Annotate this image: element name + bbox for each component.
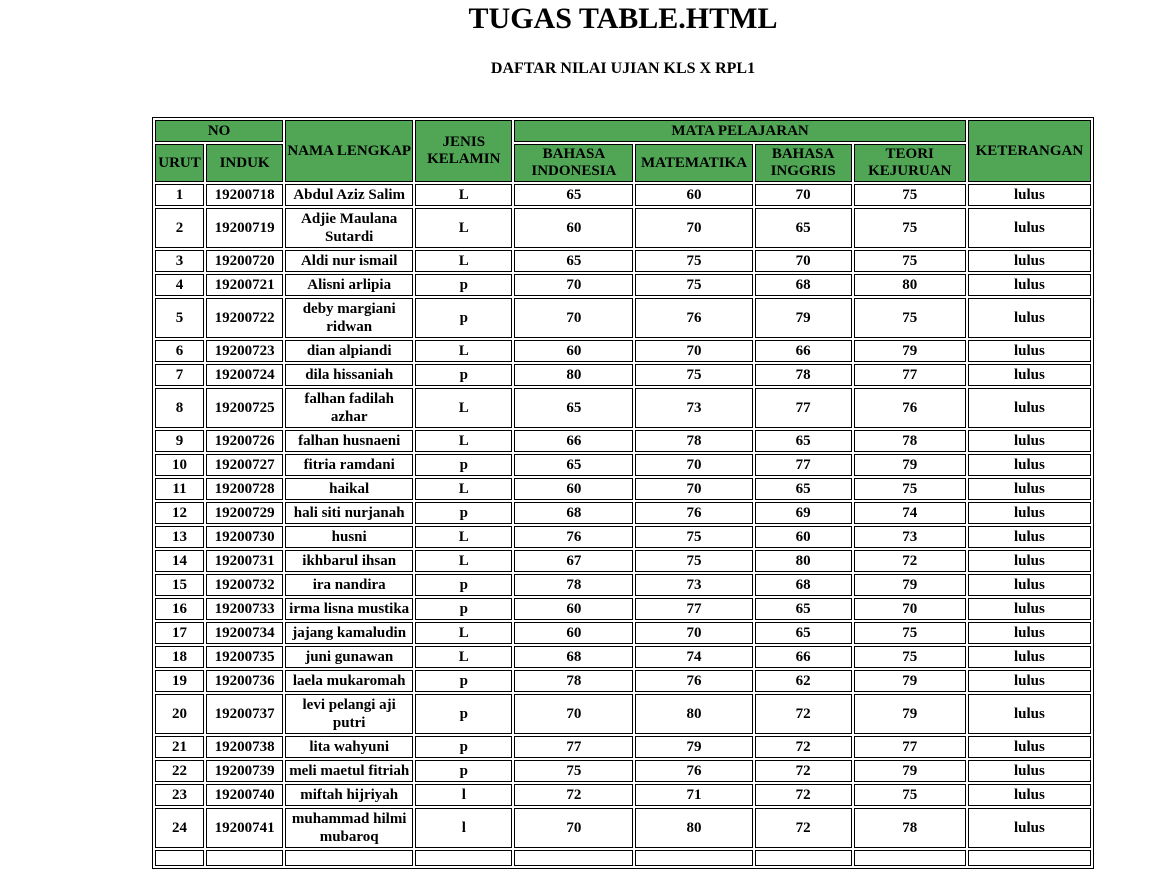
cell-matematika: 76 (635, 760, 752, 782)
table-row (155, 760, 1091, 782)
cell-urut: 13 (155, 526, 204, 548)
cell-matematika: 75 (635, 526, 752, 548)
cell-jenis-kelamin: p (415, 364, 512, 386)
table-row (155, 670, 1091, 692)
cell-teori-kejuruan: 79 (854, 574, 966, 596)
cell-matematika: 76 (635, 298, 752, 338)
cell-bahasa-indonesia: 65 (514, 454, 633, 476)
cell-jenis-kelamin: L (415, 208, 512, 248)
cell-urut: 20 (155, 694, 204, 734)
cell-bahasa-inggris: 66 (755, 646, 852, 668)
cell-bahasa-inggris: 65 (755, 622, 852, 644)
cell-induk: 19200737 (206, 694, 283, 734)
cell-keterangan: lulus (968, 364, 1091, 386)
cell-urut: 11 (155, 478, 204, 500)
cell-jenis-kelamin: L (415, 646, 512, 668)
header-keterangan: KETERANGAN (968, 120, 1091, 182)
cell-nama-lengkap: fitria ramdani (285, 454, 413, 476)
cell-keterangan: lulus (968, 526, 1091, 548)
cell-jenis-kelamin: p (415, 502, 512, 524)
cell-urut: 2 (155, 208, 204, 248)
cell-matematika: 70 (635, 208, 752, 248)
cell-jenis-kelamin: L (415, 340, 512, 362)
cell-nama-lengkap: dila hissaniah (285, 364, 413, 386)
table-header (155, 120, 1091, 182)
cell-keterangan: lulus (968, 736, 1091, 758)
cell-bahasa-indonesia: 70 (514, 808, 633, 848)
cell-jenis-kelamin: p (415, 694, 512, 734)
cell-induk: 19200734 (206, 622, 283, 644)
cell-bahasa-inggris: 65 (755, 208, 852, 248)
cell-induk: 19200721 (206, 274, 283, 296)
cell-induk: 19200726 (206, 430, 283, 452)
cell-bahasa-indonesia: 80 (514, 364, 633, 386)
cell-teori-kejuruan (854, 850, 966, 866)
table-row (155, 646, 1091, 668)
cell-teori-kejuruan: 78 (854, 430, 966, 452)
cell-urut: 23 (155, 784, 204, 806)
cell-teori-kejuruan: 75 (854, 298, 966, 338)
cell-urut: 21 (155, 736, 204, 758)
cell-teori-kejuruan: 75 (854, 646, 966, 668)
table-row (155, 250, 1091, 272)
cell-bahasa-indonesia: 60 (514, 622, 633, 644)
cell-bahasa-indonesia: 67 (514, 550, 633, 572)
cell-keterangan: lulus (968, 694, 1091, 734)
cell-bahasa-inggris: 70 (755, 184, 852, 206)
cell-urut: 3 (155, 250, 204, 272)
cell-teori-kejuruan: 72 (854, 550, 966, 572)
table-row-partial (155, 850, 1091, 866)
cell-keterangan: lulus (968, 784, 1091, 806)
cell-keterangan: lulus (968, 808, 1091, 848)
cell-matematika: 75 (635, 274, 752, 296)
cell-bahasa-inggris: 72 (755, 736, 852, 758)
cell-induk: 19200739 (206, 760, 283, 782)
cell-bahasa-inggris: 77 (755, 388, 852, 428)
table-row (155, 784, 1091, 806)
cell-jenis-kelamin: L (415, 388, 512, 428)
cell-keterangan: lulus (968, 646, 1091, 668)
cell-urut: 1 (155, 184, 204, 206)
cell-bahasa-inggris: 80 (755, 550, 852, 572)
cell-jenis-kelamin: L (415, 550, 512, 572)
cell-keterangan: lulus (968, 430, 1091, 452)
cell-nama-lengkap: haikal (285, 478, 413, 500)
table-row (155, 430, 1091, 452)
header-no: NO (155, 120, 283, 142)
cell-bahasa-indonesia (514, 850, 633, 866)
cell-teori-kejuruan: 77 (854, 736, 966, 758)
cell-nama-lengkap: husni (285, 526, 413, 548)
header-row-1 (155, 120, 1091, 142)
cell-nama-lengkap: irma lisna mustika (285, 598, 413, 620)
cell-bahasa-inggris: 62 (755, 670, 852, 692)
cell-nama-lengkap: Abdul Aziz Salim (285, 184, 413, 206)
cell-bahasa-inggris: 66 (755, 340, 852, 362)
cell-bahasa-indonesia: 76 (514, 526, 633, 548)
cell-bahasa-indonesia: 65 (514, 388, 633, 428)
cell-keterangan: lulus (968, 550, 1091, 572)
cell-nama-lengkap: levi pelangi aji putri (285, 694, 413, 734)
cell-induk: 19200719 (206, 208, 283, 248)
cell-bahasa-inggris (755, 850, 852, 866)
cell-keterangan: lulus (968, 208, 1091, 248)
cell-induk: 19200740 (206, 784, 283, 806)
cell-induk: 19200724 (206, 364, 283, 386)
table-row (155, 526, 1091, 548)
cell-keterangan: lulus (968, 274, 1091, 296)
cell-matematika: 76 (635, 502, 752, 524)
cell-jenis-kelamin: p (415, 574, 512, 596)
cell-urut: 16 (155, 598, 204, 620)
header-subject-bahasa-indonesia: BAHASA INDONESIA (514, 144, 633, 182)
cell-keterangan: lulus (968, 340, 1091, 362)
cell-jenis-kelamin: p (415, 454, 512, 476)
header-urut: URUT (155, 144, 204, 182)
cell-keterangan: lulus (968, 478, 1091, 500)
header-induk: INDUK (206, 144, 283, 182)
cell-teori-kejuruan: 79 (854, 760, 966, 782)
cell-teori-kejuruan: 75 (854, 250, 966, 272)
cell-matematika: 77 (635, 598, 752, 620)
cell-induk: 19200727 (206, 454, 283, 476)
cell-induk: 19200736 (206, 670, 283, 692)
table-row (155, 184, 1091, 206)
table-body (155, 184, 1091, 866)
cell-teori-kejuruan: 70 (854, 598, 966, 620)
cell-bahasa-indonesia: 60 (514, 598, 633, 620)
cell-teori-kejuruan: 77 (854, 364, 966, 386)
cell-bahasa-inggris: 79 (755, 298, 852, 338)
cell-induk: 19200728 (206, 478, 283, 500)
table-row (155, 550, 1091, 572)
cell-matematika: 75 (635, 364, 752, 386)
cell-jenis-kelamin: L (415, 622, 512, 644)
cell-nama-lengkap: Adjie Maulana Sutardi (285, 208, 413, 248)
cell-bahasa-inggris: 72 (755, 784, 852, 806)
cell-matematika: 70 (635, 454, 752, 476)
cell-bahasa-inggris: 65 (755, 598, 852, 620)
cell-nama-lengkap (285, 850, 413, 866)
header-mata-pelajaran: MATA PELAJARAN (514, 120, 965, 142)
cell-bahasa-inggris: 65 (755, 478, 852, 500)
cell-induk: 19200738 (206, 736, 283, 758)
table-row (155, 364, 1091, 386)
cell-matematika: 70 (635, 478, 752, 500)
cell-keterangan: lulus (968, 760, 1091, 782)
cell-keterangan (968, 850, 1091, 866)
cell-nama-lengkap: muhammad hilmi mubaroq (285, 808, 413, 848)
cell-urut: 9 (155, 430, 204, 452)
cell-nama-lengkap: Aldi nur ismail (285, 250, 413, 272)
cell-teori-kejuruan: 75 (854, 184, 966, 206)
cell-induk: 19200723 (206, 340, 283, 362)
cell-keterangan: lulus (968, 670, 1091, 692)
cell-bahasa-inggris: 78 (755, 364, 852, 386)
cell-nama-lengkap: miftah hijriyah (285, 784, 413, 806)
table-row (155, 454, 1091, 476)
cell-jenis-kelamin: L (415, 184, 512, 206)
cell-bahasa-inggris: 72 (755, 760, 852, 782)
cell-matematika: 80 (635, 694, 752, 734)
cell-bahasa-indonesia: 65 (514, 184, 633, 206)
cell-induk: 19200720 (206, 250, 283, 272)
header-subject-teori-kejuruan: TEORI KEJURUAN (854, 144, 966, 182)
cell-teori-kejuruan: 79 (854, 454, 966, 476)
cell-induk: 19200732 (206, 574, 283, 596)
cell-urut: 5 (155, 298, 204, 338)
table-row (155, 298, 1091, 338)
page-subtitle: DAFTAR NILAI UJIAN KLS X RPL1 (490, 60, 756, 77)
cell-matematika: 78 (635, 430, 752, 452)
cell-urut: 12 (155, 502, 204, 524)
cell-urut: 22 (155, 760, 204, 782)
cell-keterangan: lulus (968, 298, 1091, 338)
table-row (155, 574, 1091, 596)
cell-nama-lengkap: ikhbarul ihsan (285, 550, 413, 572)
cell-nama-lengkap: meli maetul fitriah (285, 760, 413, 782)
cell-keterangan: lulus (968, 250, 1091, 272)
header-nama-lengkap: NAMA LENGKAP (285, 120, 413, 182)
cell-keterangan: lulus (968, 598, 1091, 620)
cell-jenis-kelamin: L (415, 430, 512, 452)
cell-urut: 18 (155, 646, 204, 668)
cell-keterangan: lulus (968, 184, 1091, 206)
page-title: TUGAS TABLE.HTML (468, 2, 778, 35)
cell-nama-lengkap: jajang kamaludin (285, 622, 413, 644)
cell-keterangan: lulus (968, 388, 1091, 428)
cell-induk: 19200718 (206, 184, 283, 206)
cell-bahasa-inggris: 69 (755, 502, 852, 524)
cell-induk (206, 850, 283, 866)
cell-matematika: 75 (635, 250, 752, 272)
cell-jenis-kelamin: p (415, 598, 512, 620)
cell-nama-lengkap: juni gunawan (285, 646, 413, 668)
cell-keterangan: lulus (968, 454, 1091, 476)
cell-urut: 7 (155, 364, 204, 386)
cell-keterangan: lulus (968, 574, 1091, 596)
cell-jenis-kelamin: p (415, 760, 512, 782)
cell-bahasa-inggris: 72 (755, 808, 852, 848)
cell-teori-kejuruan: 80 (854, 274, 966, 296)
cell-nama-lengkap: deby margiani ridwan (285, 298, 413, 338)
cell-nama-lengkap: dian alpiandi (285, 340, 413, 362)
cell-bahasa-indonesia: 70 (514, 298, 633, 338)
cell-bahasa-indonesia: 77 (514, 736, 633, 758)
cell-bahasa-inggris: 70 (755, 250, 852, 272)
cell-nama-lengkap: falhan fadilah azhar (285, 388, 413, 428)
table-row (155, 478, 1091, 500)
cell-teori-kejuruan: 76 (854, 388, 966, 428)
header-subject-bahasa-inggris: BAHASA INGGRIS (755, 144, 852, 182)
cell-matematika: 60 (635, 184, 752, 206)
cell-urut: 10 (155, 454, 204, 476)
cell-urut: 24 (155, 808, 204, 848)
cell-teori-kejuruan: 75 (854, 622, 966, 644)
cell-jenis-kelamin: p (415, 736, 512, 758)
cell-induk: 19200733 (206, 598, 283, 620)
cell-matematika: 75 (635, 550, 752, 572)
cell-induk: 19200735 (206, 646, 283, 668)
table-row (155, 208, 1091, 248)
cell-urut: 14 (155, 550, 204, 572)
cell-matematika: 74 (635, 646, 752, 668)
cell-matematika: 70 (635, 622, 752, 644)
table-row (155, 808, 1091, 848)
cell-nama-lengkap: lita wahyuni (285, 736, 413, 758)
cell-urut (155, 850, 204, 866)
table-row (155, 274, 1091, 296)
cell-induk: 19200730 (206, 526, 283, 548)
cell-bahasa-indonesia: 68 (514, 646, 633, 668)
cell-bahasa-indonesia: 65 (514, 250, 633, 272)
cell-bahasa-inggris: 68 (755, 274, 852, 296)
page (152, 2, 1094, 869)
cell-bahasa-inggris: 72 (755, 694, 852, 734)
table-row (155, 502, 1091, 524)
cell-teori-kejuruan: 73 (854, 526, 966, 548)
cell-matematika: 80 (635, 808, 752, 848)
cell-teori-kejuruan: 75 (854, 478, 966, 500)
cell-jenis-kelamin (415, 850, 512, 866)
cell-bahasa-indonesia: 60 (514, 208, 633, 248)
cell-induk: 19200722 (206, 298, 283, 338)
cell-induk: 19200729 (206, 502, 283, 524)
grades-table (152, 117, 1094, 869)
table-row (155, 736, 1091, 758)
cell-bahasa-indonesia: 60 (514, 478, 633, 500)
header-subject-matematika: MATEMATIKA (635, 144, 752, 182)
cell-nama-lengkap: falhan husnaeni (285, 430, 413, 452)
cell-bahasa-indonesia: 70 (514, 694, 633, 734)
cell-urut: 4 (155, 274, 204, 296)
header-jenis-kelamin: JENIS KELAMIN (415, 120, 512, 182)
cell-matematika: 70 (635, 340, 752, 362)
cell-urut: 17 (155, 622, 204, 644)
cell-keterangan: lulus (968, 622, 1091, 644)
cell-teori-kejuruan: 75 (854, 784, 966, 806)
cell-teori-kejuruan: 79 (854, 670, 966, 692)
cell-urut: 19 (155, 670, 204, 692)
cell-bahasa-indonesia: 60 (514, 340, 633, 362)
cell-nama-lengkap: hali siti nurjanah (285, 502, 413, 524)
cell-teori-kejuruan: 78 (854, 808, 966, 848)
cell-induk: 19200731 (206, 550, 283, 572)
table-row (155, 340, 1091, 362)
cell-bahasa-indonesia: 66 (514, 430, 633, 452)
table-row (155, 388, 1091, 428)
cell-matematika: 73 (635, 388, 752, 428)
table-row (155, 598, 1091, 620)
cell-urut: 8 (155, 388, 204, 428)
cell-urut: 6 (155, 340, 204, 362)
cell-teori-kejuruan: 74 (854, 502, 966, 524)
cell-teori-kejuruan: 79 (854, 694, 966, 734)
cell-bahasa-indonesia: 70 (514, 274, 633, 296)
cell-keterangan: lulus (968, 502, 1091, 524)
table-row (155, 622, 1091, 644)
cell-jenis-kelamin: l (415, 784, 512, 806)
cell-jenis-kelamin: p (415, 670, 512, 692)
cell-induk: 19200741 (206, 808, 283, 848)
cell-bahasa-inggris: 65 (755, 430, 852, 452)
cell-nama-lengkap: Alisni arlipia (285, 274, 413, 296)
cell-jenis-kelamin: L (415, 478, 512, 500)
cell-jenis-kelamin: L (415, 526, 512, 548)
cell-bahasa-indonesia: 72 (514, 784, 633, 806)
cell-induk: 19200725 (206, 388, 283, 428)
cell-matematika (635, 850, 752, 866)
cell-jenis-kelamin: L (415, 250, 512, 272)
cell-teori-kejuruan: 75 (854, 208, 966, 248)
cell-bahasa-inggris: 68 (755, 574, 852, 596)
cell-bahasa-indonesia: 78 (514, 574, 633, 596)
cell-bahasa-inggris: 77 (755, 454, 852, 476)
cell-nama-lengkap: laela mukaromah (285, 670, 413, 692)
cell-matematika: 79 (635, 736, 752, 758)
table-row (155, 694, 1091, 734)
cell-urut: 15 (155, 574, 204, 596)
cell-bahasa-indonesia: 68 (514, 502, 633, 524)
cell-bahasa-inggris: 60 (755, 526, 852, 548)
cell-jenis-kelamin: l (415, 808, 512, 848)
cell-jenis-kelamin: p (415, 274, 512, 296)
cell-nama-lengkap: ira nandira (285, 574, 413, 596)
cell-matematika: 71 (635, 784, 752, 806)
cell-bahasa-indonesia: 78 (514, 670, 633, 692)
cell-matematika: 76 (635, 670, 752, 692)
cell-matematika: 73 (635, 574, 752, 596)
cell-bahasa-indonesia: 75 (514, 760, 633, 782)
cell-teori-kejuruan: 79 (854, 340, 966, 362)
cell-jenis-kelamin: p (415, 298, 512, 338)
